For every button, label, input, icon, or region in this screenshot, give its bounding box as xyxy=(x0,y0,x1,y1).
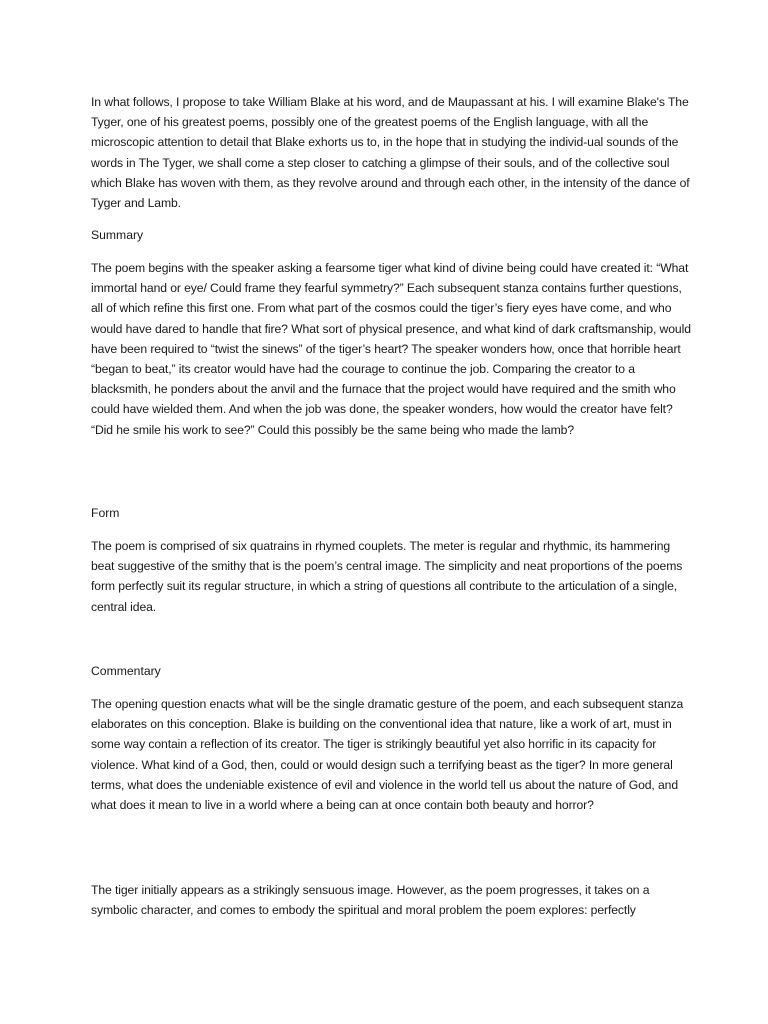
form-heading: Form xyxy=(91,506,120,520)
form-paragraph: The poem is comprised of six quatrains in rhymed couplets. The meter is regular and rhythmic, its hammering beat suggestive of the smithy that is the poem’s central image. The simplicity and neat proportions of the poems form perfectly suit its regular structure, in which a string of questions all contribute to the articulation of a single, central idea. xyxy=(91,539,683,614)
intro-paragraph: In what follows, I propose to take William Blake at his word, and de Maupassant at his. I will examine Blake's The Tyger, one of his greatest poems, possibly one of the greatest poems of the English language, with all the microscopic attention to detail that Blake exhorts us to, in the hope that in studying the individ-ual sounds of the words in The Tyger, we shall come a step closer to catching a glimpse of their souls, and of the collective soul which Blake has woven with them, as they revolve around and through each other, in the intensity of the dance of Tyger and Lamb. xyxy=(91,95,690,211)
commentary-heading: Commentary xyxy=(91,664,161,678)
summary-paragraph: The poem begins with the speaker asking a fearsome tiger what kind of divine being could have created it: “What immortal hand or eye/ Could frame they fearful symmetry?” Each subsequent stanza contains further questions, all of which refine this first one. From what part of the cosmos could the tiger’s fiery eyes have come, and who would have dared to handle that fire? What sort of physical presence, and what kind of dark craftsmanship, would have been required to “twist the sinews” of the tiger’s heart? The speaker wonders how, once that horrible heart “began to beat,” its creator would have had the courage to continue the job. Comparing the creator to a blacksmith, he ponders about the anvil and the furnace that the project would have required and the smith who could have wielded them. And when the job was done, the speaker wonders, how would the creator have felt? “Did he smile his work to see?” Could this possibly be the same being who made the lamb? xyxy=(91,261,691,437)
summary-heading: Summary xyxy=(91,228,144,242)
commentary-paragraph: The opening question enacts what will be the single dramatic gesture of the poem, and each subsequent stanza elaborates on this conception. Blake is building on the conventional idea that nature, like a work of art, must in some way contain a reflection of its creator. The tiger is strikingly beautiful yet also horrific in its capacity for violence. What kind of a God, then, could or would design such a terrifying beast as the tiger? In more general terms, what does the undeniable existence of evil and violence in the world tell us about the nature of God, and what does it mean to live in a world where a being can at once contain both beauty and horror? xyxy=(91,697,684,813)
closing-paragraph: The tiger initially appears as a strikingly sensuous image. However, as the poem progresses, it takes on a symbolic character, and comes to embody the spiritual and moral problem the poem explores: perfectly xyxy=(91,883,650,918)
